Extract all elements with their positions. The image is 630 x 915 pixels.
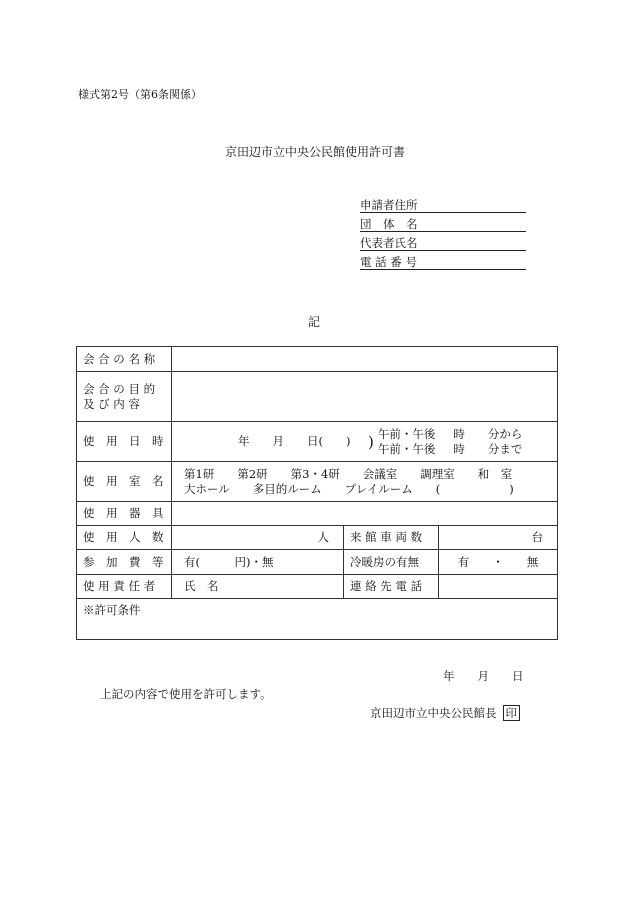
conditions-label: ※許可条件 <box>83 603 141 617</box>
applicant-group-label: 団 体 名 <box>360 217 418 231</box>
row-fee <box>77 550 558 575</box>
issuer-name: 京田辺市立中央公民館長 <box>370 706 497 720</box>
purpose-field[interactable] <box>172 372 558 422</box>
applicant-representative-line <box>360 235 526 251</box>
datetime-field[interactable] <box>172 422 558 462</box>
fee-label: 参 加 費 等 <box>77 550 172 575</box>
seal-mark: 印 <box>503 705 521 721</box>
row-room <box>77 462 558 502</box>
people-label: 使 用 人 数 <box>77 526 172 550</box>
applicant-representative-label: 代表者氏名 <box>360 236 418 250</box>
time-from: 時 分から <box>453 426 523 441</box>
row-meeting-name <box>77 347 558 372</box>
people-unit: 人 <box>317 530 329 544</box>
applicant-group-line <box>360 216 526 232</box>
issuer-block <box>370 705 520 721</box>
conditions-field[interactable] <box>77 599 558 640</box>
meeting-name-label: 会 合 の 名 称 <box>77 347 172 372</box>
row-people <box>77 526 558 550</box>
people-field[interactable] <box>172 526 344 550</box>
fee-field[interactable] <box>172 550 344 575</box>
applicant-phone-label: 電 話 番 号 <box>360 255 417 269</box>
responsible-value: 氏 名 <box>184 579 219 593</box>
contact-field[interactable] <box>439 575 558 599</box>
paren-close: ) <box>368 432 374 451</box>
room-field[interactable] <box>172 462 558 502</box>
applicant-address-label: 申請者住所 <box>360 198 418 212</box>
equipment-label: 使 用 器 具 <box>77 502 172 526</box>
applicant-phone-line <box>360 254 526 270</box>
row-responsible <box>77 575 558 599</box>
row-datetime <box>77 422 558 462</box>
cars-unit: 台 <box>531 530 544 544</box>
contact-label: 連 絡 先 電 話 <box>344 575 439 599</box>
ac-field[interactable] <box>439 550 558 575</box>
row-purpose <box>77 372 558 422</box>
permit-statement: 上記の内容で使用を許可します。 <box>100 687 272 701</box>
ampm-2: 午前・午後 <box>377 441 436 456</box>
date-value: 年 月 日( ) <box>238 434 351 448</box>
form-number: 様式第2号（第6条関係） <box>78 88 202 101</box>
rooms-line-2: 大ホール 多目的ルーム プレイルーム ( ) <box>184 481 514 496</box>
meeting-name-field[interactable] <box>172 347 558 372</box>
rooms-line-1: 第1研 第2研 第3・4研 会議室 調理室 和 室 <box>184 466 513 481</box>
ac-label: 冷暖房の有無 <box>344 550 439 575</box>
fee-value: 有( 円)・無 <box>184 554 274 569</box>
cars-field[interactable] <box>439 526 558 550</box>
datetime-label: 使 用 日 時 <box>77 422 172 462</box>
row-conditions <box>77 599 558 640</box>
room-label: 使 用 室 名 <box>77 462 172 502</box>
responsible-field[interactable] <box>172 575 344 599</box>
ampm-1: 午前・午後 <box>377 426 436 441</box>
document-title: 京田辺市立中央公民館使用許可書 <box>224 145 405 159</box>
ki-mark: 記 <box>308 315 321 329</box>
time-to: 時 分まで <box>453 441 523 456</box>
ac-value: 有 ・ 無 <box>457 554 539 569</box>
applicant-address-line <box>360 197 526 213</box>
cars-label: 来 館 車 両 数 <box>344 526 439 550</box>
purpose-label: 会 合 の 目 的 及 び 内 容 <box>77 372 172 422</box>
permit-date: 年 月 日 <box>443 669 524 683</box>
usage-table <box>76 346 558 640</box>
equipment-field[interactable] <box>172 502 558 526</box>
responsible-label: 使 用 責 任 者 <box>77 575 172 599</box>
row-equipment <box>77 502 558 526</box>
